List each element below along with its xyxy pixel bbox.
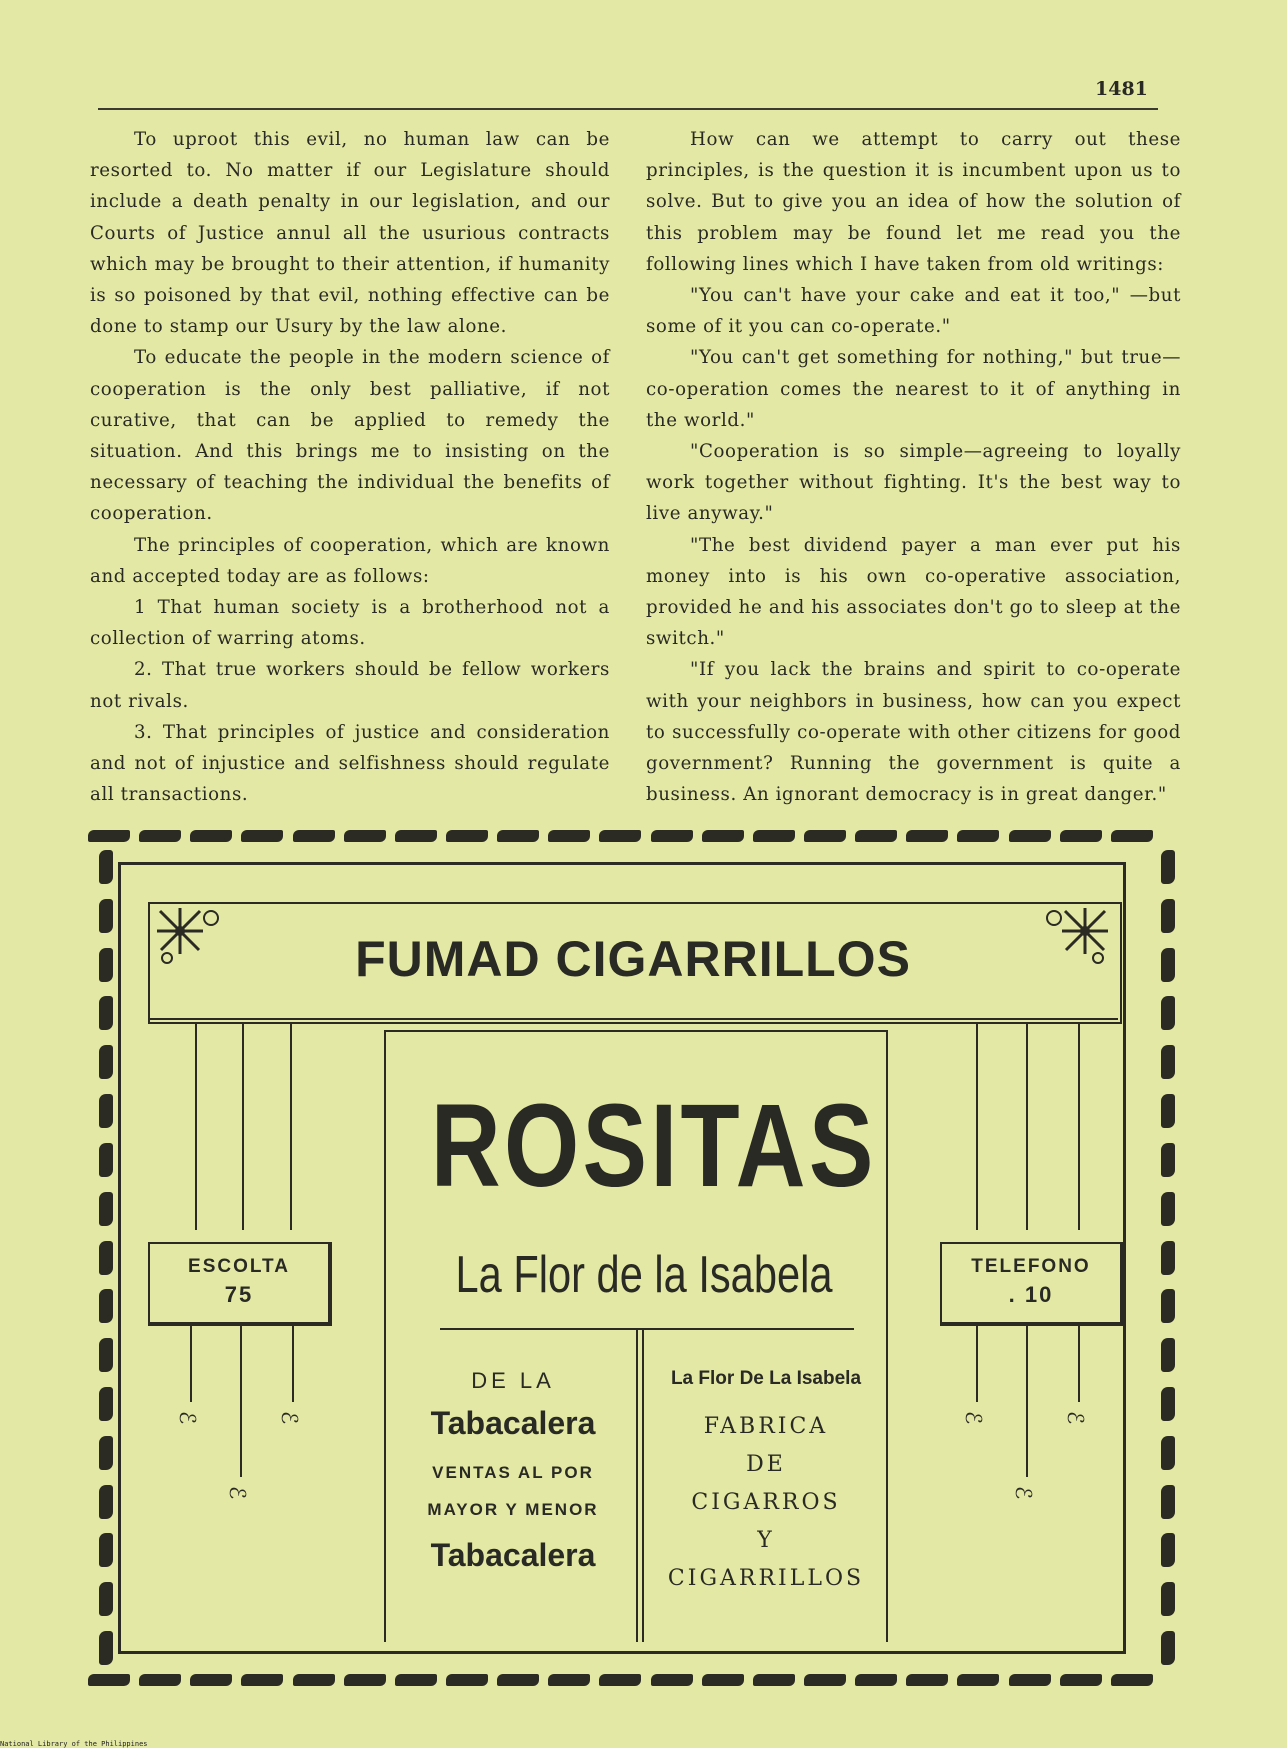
hanging-line: [1026, 1022, 1028, 1230]
hanging-line: [976, 1022, 978, 1230]
paragraph: "Cooperation is so simple—agreeing to loyally work together without fighting. It's the best way to live anyway.": [646, 441, 1181, 525]
divider: [384, 1030, 386, 1642]
fabrica-line: CIGARRILLOS: [667, 1566, 865, 1591]
hook-ornament-icon: ℰ: [174, 1410, 200, 1425]
fabrica-line: CIGARROS: [691, 1490, 841, 1515]
page-number: 1481: [1095, 78, 1148, 100]
hanging-line: [1078, 1022, 1080, 1230]
tabacalera-label: Tabacalera: [430, 1537, 596, 1573]
paragraph: "The best dividend payer a man ever put his money into is his own co-operative association, provided he and his associates don't go to sleep at the switch.": [646, 534, 1181, 650]
hanging-line: [1078, 1322, 1080, 1402]
paragraph: How can we attempt to carry out these principles, is the question it is incumbent upon us to solve. But to give you an idea of how the solution of this problem may be found let me read you the following lines which I have taken from old writings:: [646, 129, 1181, 275]
credit-footer: National Library of the Philippines: [0, 1740, 148, 1748]
divider: [642, 1330, 644, 1642]
left-column: [90, 124, 610, 810]
telephone-box: [940, 1242, 1124, 1326]
paragraph: 2. That true workers should be fellow workers not rivals.: [90, 659, 610, 712]
right-column: [646, 124, 1181, 810]
hanging-line: [290, 1022, 292, 1230]
divider: [148, 1018, 1118, 1020]
brand-subtitle: La Flor de la Isabela: [455, 1246, 833, 1304]
address-number: 75: [224, 1282, 254, 1307]
de-la-label: DE LA: [471, 1368, 555, 1393]
ornament-border-left: [95, 850, 117, 1665]
address-label: ESCOLTA: [188, 1256, 290, 1277]
ornament-border-top: [88, 827, 1153, 845]
hanging-line: [195, 1022, 197, 1230]
paragraph: "If you lack the brains and spirit to co-operate with your neighbors in business, how can you expect to successfully co-operate with other citizens for good government? Running the government is quite a business. An ignorant democracy is in great danger.": [646, 659, 1181, 806]
fabrica-line: FABRICA: [703, 1414, 829, 1439]
paragraph: 3. That principles of justice and consideration and not of injustice and selfishness should regulate all transactions.: [90, 721, 610, 806]
fabrica-list: [648, 1408, 884, 1598]
ad-headline: FUMAD CIGARRILLOS: [355, 931, 911, 987]
tabacalera-label: Tabacalera: [430, 1405, 596, 1441]
hanging-line: [190, 1322, 192, 1402]
hanging-line: [240, 1322, 242, 1477]
hook-ornament-icon: ℰ: [960, 1410, 986, 1425]
paragraph: "You can't have your cake and eat it too," —but some of it you can co-operate.": [646, 285, 1181, 338]
hook-ornament-icon: ℰ: [1062, 1410, 1088, 1425]
paragraph: To uproot this evil, no human law can be resorted to. No matter if our Legislature should include a death penalty in our legislation, and our Courts of Justice annul all the usurious contracts which may be brought to their attention, if humanity is so poisoned by that evil, nothing effective can be done to stamp our Usury by the law alone.: [90, 129, 610, 338]
top-rule: [98, 108, 1158, 110]
la-flor-label: La Flor De La Isabela: [670, 1368, 862, 1389]
address-box: [148, 1242, 332, 1326]
fabrica-line: Y: [757, 1528, 775, 1553]
hook-ornament-icon: ℰ: [224, 1485, 250, 1500]
ornament-border-right: [1157, 850, 1179, 1665]
paragraph: To educate the people in the modern science of cooperation is the only best palliative, if not curative, that can be applied to remedy the situation. And this brings me to insisting on the necessary of teaching the individual the benefits of cooperation.: [90, 347, 610, 525]
divider: [384, 1030, 888, 1032]
hanging-line: [1026, 1322, 1028, 1477]
ventas-line-2: MAYOR Y MENOR: [427, 1500, 599, 1519]
paragraph: "You can't get something for nothing," but true—co-operation comes the nearest to it of anything in the world.": [646, 347, 1181, 431]
hanging-line: [242, 1022, 244, 1230]
divider: [440, 1328, 854, 1330]
telephone-number: . 10: [1008, 1282, 1054, 1307]
ventas-line-1: VENTAS AL POR: [432, 1463, 594, 1482]
divider: [886, 1030, 888, 1642]
telephone-label: TELEFONO: [971, 1256, 1091, 1277]
brand-name: ROSITAS: [430, 1080, 877, 1212]
paragraph: 1 That human society is a brotherhood not a collection of warring atoms.: [90, 597, 610, 650]
fabrica-line: DE: [746, 1452, 786, 1477]
hook-ornament-icon: ℰ: [1010, 1485, 1036, 1500]
ornament-border-bottom: [88, 1671, 1153, 1689]
hanging-line: [292, 1322, 294, 1402]
hook-ornament-icon: ℰ: [276, 1410, 302, 1425]
paragraph: The principles of cooperation, which are known and accepted today are as follows:: [90, 534, 610, 587]
hanging-line: [976, 1322, 978, 1402]
divider: [636, 1330, 638, 1642]
